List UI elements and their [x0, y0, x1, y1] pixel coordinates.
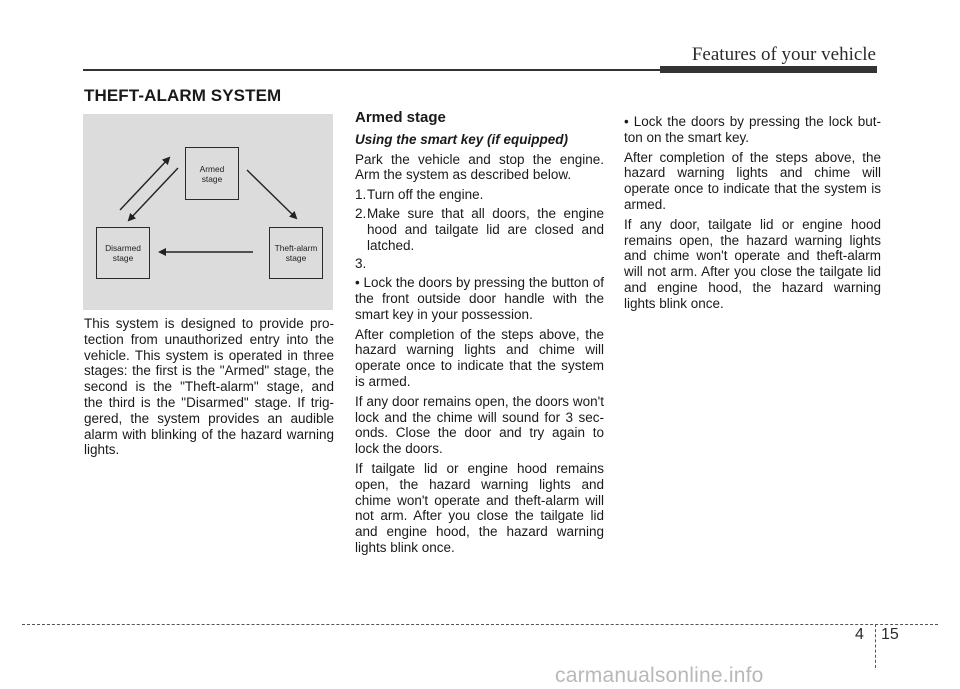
step-item: [355, 206, 604, 253]
theft-alarm-diagram: [83, 114, 333, 310]
diagram-arrows: [83, 114, 333, 310]
smart-key-subheading: Using the smart key (if equipped): [355, 131, 569, 147]
column-right: [624, 114, 881, 316]
header-rule-thick: [660, 66, 877, 73]
bullet-item: • Lock the doors by pressing the button of the front outside door handle with the smart key in your possession.: [355, 275, 604, 322]
disarmed-stage-label: Disarmed stage: [105, 243, 141, 263]
step-number: 1.: [355, 187, 367, 203]
step-item: [355, 187, 604, 203]
theft-alarm-stage-label: Theft-alarm stage: [274, 243, 318, 263]
armed-stage-label: Armed stage: [199, 163, 225, 184]
paragraph: After completion of the steps above, the hazard warning lights and chime will operate once to indicate that the system is armed.: [624, 149, 881, 212]
step-text: [367, 256, 604, 272]
paragraph: Park the vehicle and stop the engine. Arm the system as described below.: [355, 151, 604, 183]
armed-stage-box: [185, 147, 239, 200]
column-middle: [355, 110, 604, 560]
header-rule-thin: [83, 69, 660, 71]
footer-divider: [875, 624, 876, 668]
bullet-item: • Lock the doors by pressing the lock but-ton on the smart key.: [624, 114, 881, 145]
arrow-disarmed-to-armed: [120, 158, 169, 210]
page-number: 15: [881, 626, 899, 643]
theft-alarm-stage-box: [269, 227, 323, 279]
armed-stage-heading: Armed stage: [355, 109, 446, 126]
footer-rule: [22, 624, 938, 625]
paragraph: If any door remains open, the doors won't lock and the chime will sound for 3 sec-onds. Close the door and try again to lock the doors.: [355, 393, 604, 457]
step-text: Turn off the engine.: [367, 187, 484, 203]
header-title: Features of your vehicle: [691, 44, 876, 65]
disarmed-stage-box: [96, 227, 150, 279]
intro-paragraph: This system is designed to provide pro-tection from unauthorized entry into the vehicle. This system is operated in three stages: the first is the "Armed" stage, the second is the "Theft-alarm" stage, and the third is the "Disarmed" stage. If trig-gered, the system provides an audible alarm with blinking of the hazard warning lights.: [84, 316, 334, 458]
arrow-armed-to-disarmed: [129, 168, 178, 220]
section-title: THEFT-ALARM SYSTEM: [84, 86, 282, 105]
arrow-armed-to-theft: [247, 170, 296, 218]
paragraph: If any door, tailgate lid or engine hood remains open, the hazard warning lights and chime won't operate and theft-alarm will not arm. After you close the tailgate lid and engine hood, the hazard warning lights blink once.: [624, 216, 881, 311]
paragraph: After completion of the steps above, the hazard warning lights and chime will operate once to indicate that the system is armed.: [355, 326, 604, 389]
step-number: 2.: [355, 205, 367, 221]
watermark: carmanualsonline.info: [555, 664, 764, 687]
chapter-number: 4: [855, 626, 864, 643]
column-left: [84, 316, 334, 462]
step-number: 3.: [355, 256, 367, 272]
step-item: [355, 256, 604, 272]
step-text: Make sure that all doors, the engine hood and tailgate lid are closed and latched.: [367, 205, 604, 253]
paragraph: If tailgate lid or engine hood remains open, the hazard warning lights and chime won't operate and theft-alarm will not arm. After you close the tailgate lid and engine hood, the hazard warning lights blink once.: [355, 460, 604, 555]
